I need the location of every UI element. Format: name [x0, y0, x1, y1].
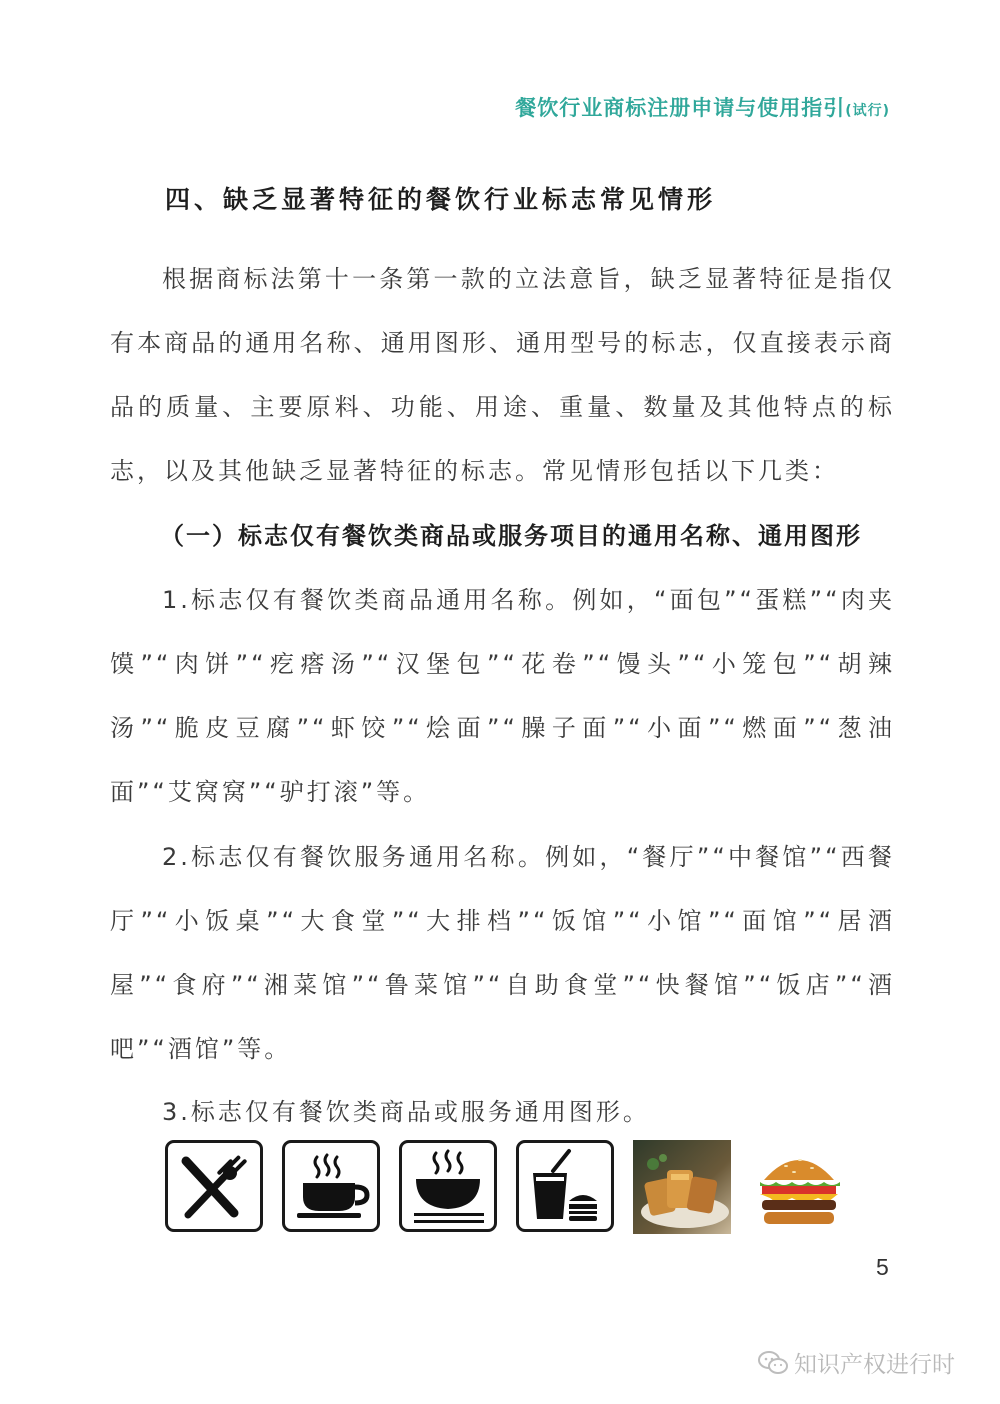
- header-subtitle: (试行): [845, 103, 890, 119]
- watermark: [758, 1346, 955, 1379]
- rice-bowl-icon: [399, 1140, 497, 1232]
- fork-knife-icon: [165, 1140, 263, 1232]
- item-2-paragraph: 2.标志仅有餐饮服务通用名称。例如，“餐厅”“中餐馆”“西餐厅”“小饭桌”“大食堂”“大排档”“饭馆”“小馆”“面馆”“居酒屋”“食府”“湘菜馆”“鲁菜馆”“自助食堂”“快餐馆”“饭店”“酒吧”“酒馆”等。: [110, 843, 895, 1063]
- wechat-icon: [758, 1350, 788, 1376]
- hamburger-photo: [750, 1140, 848, 1234]
- item-3-paragraph: 3.标志仅有餐饮类商品或服务通用图形。: [162, 1098, 650, 1126]
- running-header: [515, 92, 890, 122]
- snack-photo: [633, 1140, 731, 1234]
- drink-burger-icon: [516, 1140, 614, 1232]
- page-number: 5: [876, 1254, 889, 1280]
- subheading-general-names: （一）标志仅有餐饮类商品或服务项目的通用名称、通用图形: [160, 522, 862, 550]
- item-1-paragraph: 1.标志仅有餐饮类商品通用名称。例如，“面包”“蛋糕”“肉夹馍”“肉饼”“疙瘩汤”“汉堡包”“花卷”“馒头”“小笼包”“胡辣汤”“脆皮豆腐”“虾饺”“烩面”“臊子面”“小面”“燃面”“葱油面”“艾窝窝”“驴打滚”等。: [110, 586, 895, 806]
- watermark-text: 知识产权进行时: [794, 1352, 955, 1378]
- intro-paragraph: 根据商标法第十一条第一款的立法意旨，缺乏显著特征是指仅有本商品的通用名称、通用图形、通用型号的标志，仅直接表示商品的质量、主要原料、功能、用途、重量、数量及其他特点的标志，以及其他缺乏显著特征的标志。常见情形包括以下几类：: [110, 265, 895, 485]
- section-title: 四、缺乏显著特征的餐饮行业标志常见情形: [165, 185, 717, 214]
- coffee-cup-icon: [282, 1140, 380, 1232]
- header-title: 餐饮行业商标注册申请与使用指引: [515, 96, 846, 120]
